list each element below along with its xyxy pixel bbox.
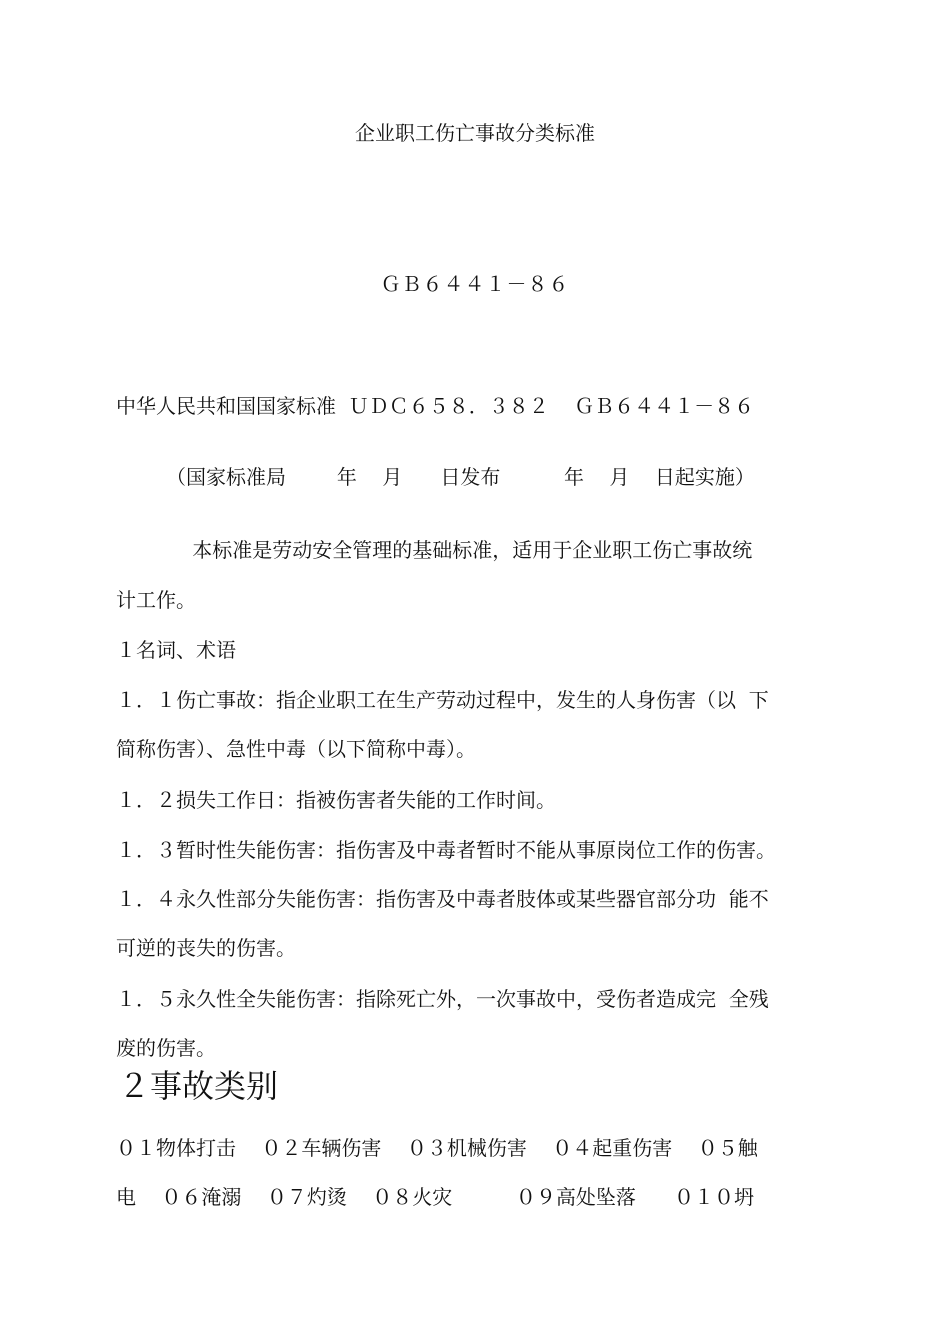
body-line: 计工作。: [116, 588, 196, 612]
body-line: １．３暂时性失能伤害：指伤害及中毒者暂时不能从事原岗位工作的伤害。: [116, 838, 776, 862]
body-line: 可逆的丧失的伤害。: [116, 936, 296, 960]
body-line: １．５永久性全失能伤害：指除死亡外，一次事故中，受伤者造成完 全残: [116, 987, 769, 1011]
issue-date-line: （国家标准局 年 月 日发布 年 月 日起实施）: [166, 465, 755, 489]
body-line: 本标准是劳动安全管理的基础标准，适用于企业职工伤亡事故统: [116, 538, 753, 562]
section-heading: １名词、术语: [116, 638, 236, 662]
body-line: １．４永久性部分失能伤害：指伤害及中毒者肢体或某些器官部分功 能不: [116, 887, 769, 911]
section-2-heading: ２事故类别: [118, 1067, 279, 1105]
standard-code: ＧＢ６４４１－８６: [380, 272, 570, 296]
body-line: １．１伤亡事故：指企业职工在生产劳动过程中，发生的人身伤害（以 下: [116, 688, 769, 712]
standard-header-line: 中华人民共和国国家标准 ＵＤＣ６５８．３８２ ＧＢ６４４１－８６: [116, 394, 755, 418]
document-title: 企业职工伤亡事故分类标准: [355, 121, 595, 145]
category-line: 电 ０６淹溺 ０７灼烫 ０８火灾 ０９高处坠落 ０１０坍: [116, 1185, 755, 1209]
body-line: １．２损失工作日：指被伤害者失能的工作时间。: [116, 788, 556, 812]
body-line: 简称伤害）、急性中毒（以下简称中毒）。: [116, 737, 476, 761]
body-line: 废的伤害。: [116, 1036, 216, 1060]
category-line: ０１物体打击 ０２车辆伤害 ０３机械伤害 ０４起重伤害 ０５触: [116, 1136, 758, 1160]
